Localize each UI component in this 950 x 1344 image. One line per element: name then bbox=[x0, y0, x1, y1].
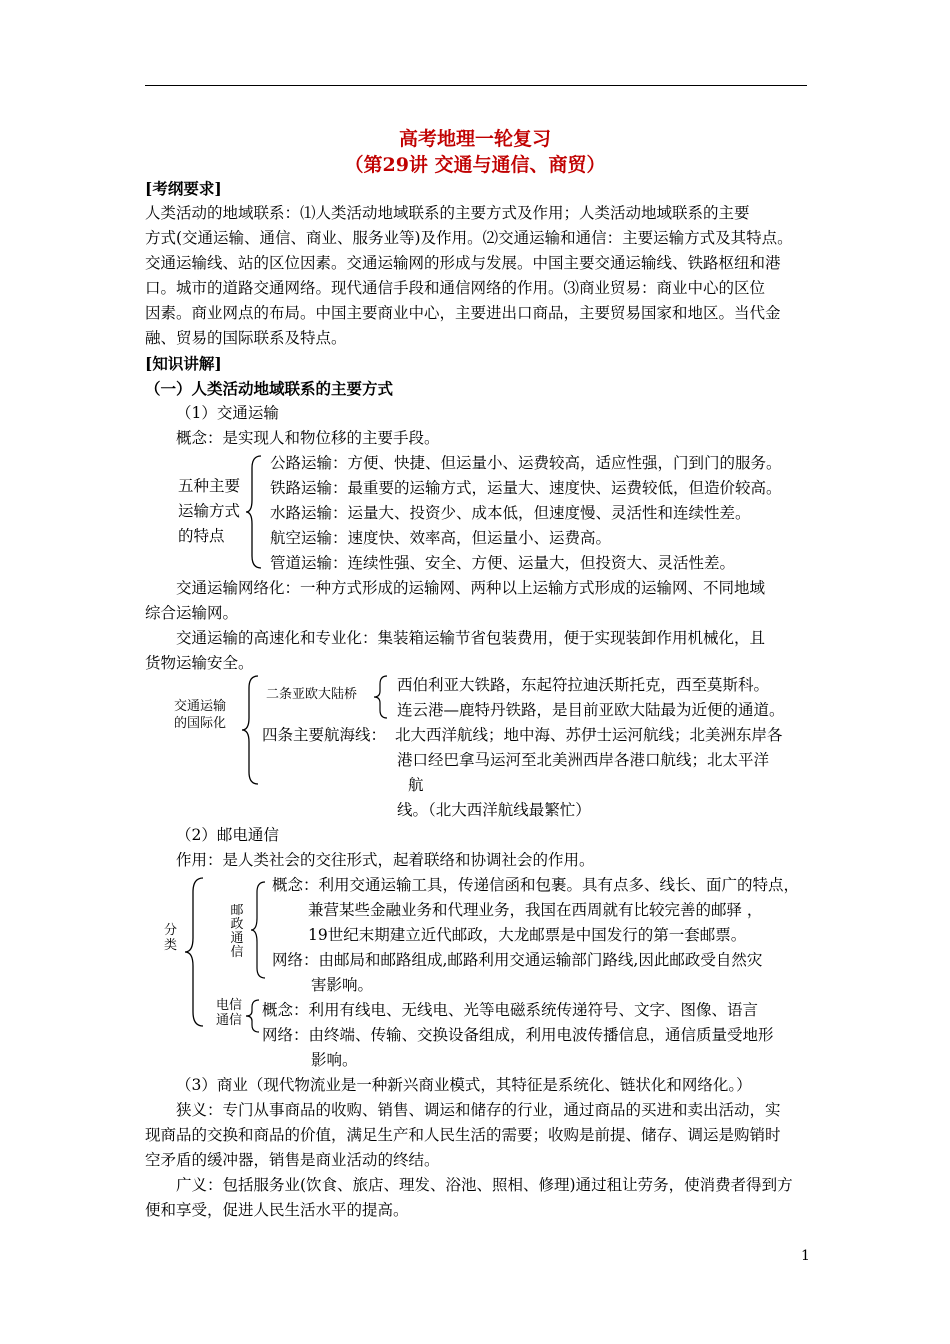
intl-brace bbox=[240, 674, 262, 786]
mode-road: 公路运输：方便、快捷、但运量小、运费较高，适应性强，门到门的服务。 bbox=[270, 454, 782, 472]
mode-pipeline: 管道运输：连续性强、安全、方便、运量大，但投资大、灵活性差。 bbox=[270, 554, 736, 572]
section-requirements: [考纲要求] bbox=[145, 179, 222, 198]
postal-label: 邮 政 通 信 bbox=[230, 904, 244, 958]
postal-line: 害影响。 bbox=[311, 976, 374, 994]
telecom-line: 影响。 bbox=[311, 1051, 358, 1069]
commerce-narrow: 狭义：专门从事商品的收购、销售、调运和储存的行业，通过商品的买进和卖出活动，实 bbox=[176, 1101, 781, 1119]
bridge-siberia: 西伯利亚大铁路，东起符拉迪沃斯托克，西至莫斯科。 bbox=[397, 676, 770, 694]
transport-network: 交通运输网络化：一种方式形成的运输网、两种以上运输方式形成的运输网、不同地域 bbox=[176, 579, 766, 597]
class-label: 类 bbox=[164, 938, 178, 953]
class-label: 分 bbox=[164, 923, 178, 938]
requirements-line: 口。城市的道路交通网络。现代通信手段和通信网络的作用。⑶商业贸易：商业中心的区位 bbox=[145, 279, 766, 297]
heading-commerce: （3）商业（现代物流业是一种新兴商业模式，其特征是系统化、链状化和网络化。） bbox=[176, 1076, 752, 1094]
routes-label: 四条主要航海线： bbox=[262, 726, 387, 744]
heading-transport: （1）交通运输 bbox=[176, 404, 279, 422]
class-brace bbox=[183, 876, 207, 1028]
requirements-line: 融、贸易的国际联系及特点。 bbox=[145, 329, 347, 347]
telecom-line: 网络：由终端、传输、交换设备组成，利用电波传播信息，通信质量受地形 bbox=[262, 1026, 774, 1044]
postal-line: 网络：由邮局和邮路组成,邮路利用交通运输部门路线,因此邮政受自然灾 bbox=[272, 951, 763, 969]
route-line: 线。（北大西洋航线最繁忙） bbox=[397, 801, 591, 819]
postal-line: 19世纪末期建立近代邮政，大龙邮票是中国发行的第一套邮票。 bbox=[308, 926, 747, 944]
route-line: 航 bbox=[408, 776, 424, 794]
five-modes-brace bbox=[244, 454, 266, 570]
five-modes-label: 运输方式 bbox=[178, 502, 241, 520]
requirements-line: 因素。商业网点的布局。中国主要商业中心，主要进出口商品，主要贸易国家和地区。当代金 bbox=[145, 304, 781, 322]
commerce-broad: 广义：包括服务业(饮食、旅店、理发、浴池、照相、修理)通过租让劳务，使消费者得到方 bbox=[176, 1176, 793, 1194]
heading-post: （2）邮电通信 bbox=[176, 826, 279, 844]
telecom-line: 概念：利用有线电、无线电、光等电磁系统传递符号、文字、图像、语言 bbox=[262, 1001, 759, 1019]
telecom-label: 通信 bbox=[216, 1013, 243, 1028]
telecom-label: 电信 bbox=[216, 998, 243, 1013]
commerce-broad: 便和享受，促进人民生活水平的提高。 bbox=[145, 1201, 409, 1219]
transport-concept: 概念：是实现人和物位移的主要手段。 bbox=[176, 429, 440, 447]
requirements-line: 交通运输线、站的区位因素。交通运输网的形成与发展。中国主要交通运输线、铁路枢纽和港 bbox=[145, 254, 781, 272]
page-number: 1 bbox=[801, 1248, 810, 1264]
intl-label: 的国际化 bbox=[174, 716, 227, 731]
postal-line: 概念：利用交通运输工具，传递信函和包裹。具有点多、线长、面广的特点， bbox=[272, 876, 800, 894]
bridges-brace bbox=[372, 674, 390, 720]
bridge-lianyungang: 连云港—鹿特丹铁路，是目前亚欧大陆最为近便的通道。 bbox=[397, 701, 785, 719]
post-role: 作用：是人类社会的交往形式，起着联络和协调社会的作用。 bbox=[176, 851, 595, 869]
requirements-line: 方式(交通运输、通信、商业、服务业等)及作用。⑵交通运输和通信：主要运输方式及其特点。 bbox=[145, 229, 793, 247]
intl-label: 交通运输 bbox=[174, 699, 227, 714]
route-line: 北大西洋航线；地中海、苏伊士运河航线；北美洲东岸各 bbox=[395, 726, 783, 744]
transport-network: 综合运输网。 bbox=[145, 604, 239, 622]
heading-main-ways: （一）人类活动地域联系的主要方式 bbox=[145, 379, 394, 398]
telecom-brace bbox=[244, 998, 262, 1034]
top-rule bbox=[145, 85, 807, 86]
document-title: 高考地理一轮复习 bbox=[398, 128, 551, 150]
mode-water: 水路运输：运量大、投资少、成本低，但速度慢、灵活性和连续性差。 bbox=[270, 504, 751, 522]
section-knowledge: [知识讲解] bbox=[145, 354, 222, 373]
document-subtitle: （第29讲 交通与通信、商贸） bbox=[344, 154, 606, 176]
transport-speed: 货物运输安全。 bbox=[145, 654, 254, 672]
transport-speed: 交通运输的高速化和专业化：集装箱运输节省包装费用，便于实现装卸作用机械化，且 bbox=[176, 629, 766, 647]
requirements-line: 人类活动的地域联系：⑴人类活动地域联系的主要方式及作用；人类活动地域联系的主要 bbox=[145, 204, 750, 222]
postal-brace bbox=[249, 880, 269, 980]
commerce-narrow: 现商品的交换和商品的价值，满足生产和人民生活的需要；收购是前提、储存、调运是购销时 bbox=[145, 1126, 781, 1144]
route-line: 港口经巴拿马运河至北美洲西岸各港口航线；北太平洋 bbox=[397, 751, 770, 769]
five-modes-label: 五种主要 bbox=[178, 477, 241, 495]
bridges-label: 二条亚欧大陆桥 bbox=[266, 687, 358, 702]
mode-rail: 铁路运输：最重要的运输方式，运量大、速度快、运费较低，但造价较高。 bbox=[270, 479, 782, 497]
postal-line: 兼营某些金融业务和代理业务，我国在西周就有比较完善的邮驿 ， bbox=[308, 901, 763, 919]
mode-air: 航空运输：速度快、效率高，但运量小、运费高。 bbox=[270, 529, 612, 547]
commerce-narrow: 空矛盾的缓冲器，销售是商业活动的终结。 bbox=[145, 1151, 440, 1169]
five-modes-label: 的特点 bbox=[178, 527, 225, 545]
